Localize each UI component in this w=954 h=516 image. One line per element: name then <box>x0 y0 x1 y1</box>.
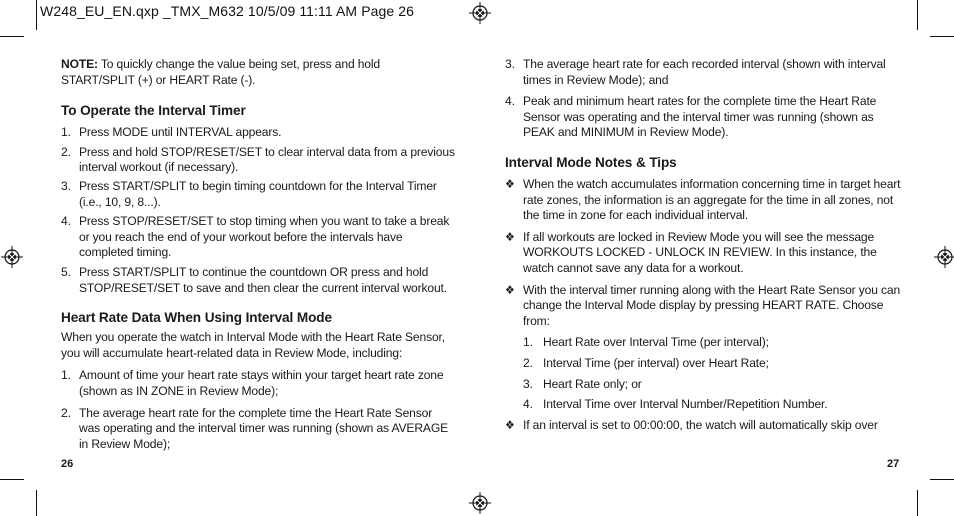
display-option <box>523 377 905 393</box>
registration-target-bottom-icon <box>469 492 491 514</box>
note-paragraph <box>61 57 456 88</box>
option-text: Heart Rate over Interval Time (per interval); <box>543 335 769 350</box>
registration-target-right-icon <box>934 246 954 268</box>
option-text: Interval Time over Interval Number/Repetition Number. <box>543 397 828 412</box>
crop-mark-top-right-v <box>917 0 918 30</box>
tip-bullet <box>505 230 905 277</box>
step-number: 4. <box>61 214 71 229</box>
heading-interval-mode-notes: Interval Mode Notes & Tips <box>505 154 677 170</box>
tip-text: If an interval is set to 00:00:00, the watch will automatically skip over <box>523 417 878 432</box>
display-option <box>523 356 905 372</box>
option-number: 2. <box>523 355 533 370</box>
option-number: 4. <box>523 397 533 412</box>
item-text: The average heart rate for each recorded interval (shown with interval times in Review Mode); and <box>523 57 886 87</box>
item-number: 4. <box>505 94 515 109</box>
diamond-bullet-icon: ❖ <box>505 282 515 297</box>
step-item <box>61 265 456 296</box>
page-number-left: 26 <box>61 458 74 470</box>
option-text: Heart Rate only; or <box>543 376 642 391</box>
step-item <box>61 145 456 176</box>
note-label: NOTE: <box>61 57 98 71</box>
heart-rate-item <box>505 57 905 88</box>
crop-mark-bottom-right-h <box>930 479 954 480</box>
registration-target-top-icon <box>469 2 491 24</box>
item-number: 1. <box>61 368 71 383</box>
crop-mark-bottom-right-v <box>917 490 918 516</box>
item-text: The average heart rate for the complete time the Heart Rate Sensor was operating and the interval timer was running (shown as AVERAGE in Review Mode); <box>79 405 449 451</box>
tip-bullet <box>505 418 905 434</box>
step-number: 1. <box>61 125 71 140</box>
option-number: 1. <box>523 335 533 350</box>
diamond-bullet-icon: ❖ <box>505 417 515 432</box>
print-slug: W248_EU_EN.qxp _TMX_M632 10/5/09 11:11 AM Page 26 <box>40 3 415 19</box>
step-item <box>61 125 456 141</box>
crop-mark-top-left-h <box>0 36 24 37</box>
display-option <box>523 335 905 351</box>
crop-mark-top-right-h <box>930 36 954 37</box>
step-text: Press START/SPLIT to begin timing countdown for the Interval Timer (i.e., 10, 9, 8...). <box>79 178 437 209</box>
item-text: Peak and minimum heart rates for the complete time the Heart Rate Sensor was operating and the interval timer was running (shown as PEAK and MINIMUM in Review Mode). <box>523 94 877 140</box>
crop-mark-bottom-left-v <box>36 490 37 516</box>
tip-bullet <box>505 177 905 224</box>
registration-target-left-icon <box>1 246 23 268</box>
item-number: 2. <box>61 405 71 420</box>
step-text: Press START/SPLIT to continue the countdown OR press and hold STOP/RESET/SET to save and then clear the current interval workout. <box>79 264 447 295</box>
note-text: To quickly change the value being set, press and hold START/SPLIT (+) or HEART Rate (-). <box>61 57 380 87</box>
step-number: 3. <box>61 178 71 193</box>
step-number: 2. <box>61 144 71 159</box>
crop-mark-top-left-v <box>36 0 37 30</box>
diamond-bullet-icon: ❖ <box>505 176 515 191</box>
item-text: Amount of time your heart rate stays within your target heart rate zone (shown as IN ZONE in Review Mode); <box>79 368 444 398</box>
heart-rate-item <box>61 368 456 399</box>
heart-rate-item <box>505 94 905 141</box>
option-number: 3. <box>523 376 533 391</box>
step-item <box>61 214 456 261</box>
crop-mark-bottom-left-h <box>0 479 24 480</box>
tip-bullet <box>505 283 905 330</box>
heart-rate-item <box>61 406 456 453</box>
step-text: Press and hold STOP/RESET/SET to clear interval data from a previous interval workout (if necessary). <box>79 144 455 175</box>
left-page-column <box>61 57 456 452</box>
step-text: Press MODE until INTERVAL appears. <box>79 125 282 140</box>
step-item <box>61 179 456 210</box>
diamond-bullet-icon: ❖ <box>505 229 515 244</box>
page-number-right: 27 <box>887 458 900 470</box>
display-option <box>523 397 905 413</box>
item-number: 3. <box>505 57 515 71</box>
tip-text: With the interval timer running along with the Heart Rate Sensor you can change the Interval Mode display by pressing HEART RATE. Choose from: <box>523 282 901 328</box>
right-page-column <box>505 57 905 433</box>
step-text: Press STOP/RESET/SET to stop timing when you want to take a break or you reach the end of your workout before the intervals have completed timing. <box>79 214 450 260</box>
tip-text: If all workouts are locked in Review Mode you will see the message WORKOUTS LOCKED - UNLOCK IN REVIEW. In this instance, the watch cannot save any data for a workout. <box>523 229 877 275</box>
option-text: Interval Time (per interval) over Heart Rate; <box>543 355 769 370</box>
heading-operate-interval-timer: To Operate the Interval Timer <box>61 103 246 119</box>
heading-heart-rate-data: Heart Rate Data When Using Interval Mode <box>61 310 332 326</box>
step-number: 5. <box>61 264 71 279</box>
heart-rate-intro: When you operate the watch in Interval Mode with the Heart Rate Sensor, you will accumulate heart-related data in Review Mode, including: <box>61 330 445 360</box>
tip-text: When the watch accumulates information concerning time in target heart rate zones, the information is an aggregate for the time in all zones, not the time in zone for each individual interval. <box>523 176 901 223</box>
